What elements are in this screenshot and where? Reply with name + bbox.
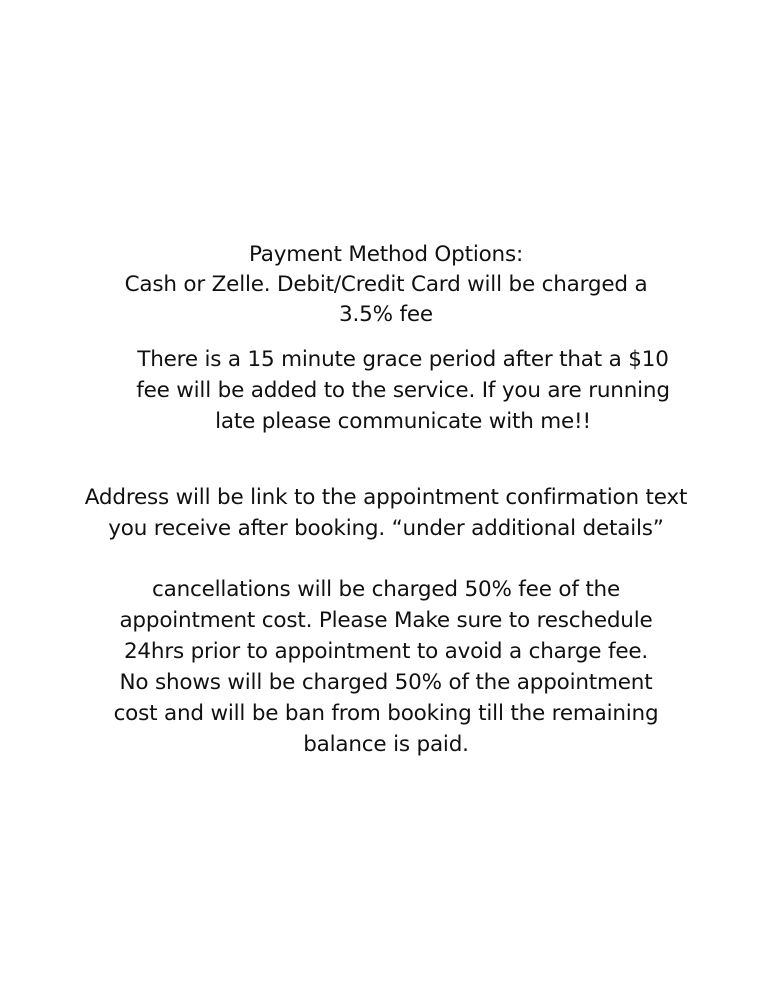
grace-period-text-line: There is a 15 minute grace period after that a $10 [137, 347, 669, 372]
cancellation-text-line: No shows will be charged 50% of the appointment [119, 670, 653, 695]
address-text-line: Address will be link to the appointment confirmation text [84, 485, 688, 510]
cancellation-text-line: 24hrs prior to appointment to avoid a charge fee. [123, 639, 649, 664]
payment-text-line: 3.5% fee [339, 302, 433, 327]
cancellation-text-line: cancellations will be charged 50% fee of the [151, 577, 621, 602]
cancellation-text-line: appointment cost. Please Make sure to reschedule [119, 608, 653, 633]
payment-heading: Payment Method Options: [248, 242, 524, 267]
cancellation-text-line: cost and will be ban from booking till the remaining [113, 701, 659, 726]
grace-period-text-line: late please communicate with me!! [215, 409, 591, 434]
cancellation-text-line: balance is paid. [303, 732, 469, 757]
address-text-line: you receive after booking. “under additional details” [108, 516, 664, 541]
grace-period-text-line: fee will be added to the service. If you are running [136, 378, 670, 403]
payment-text-line: Cash or Zelle. Debit/Credit Card will be charged a [124, 272, 648, 297]
